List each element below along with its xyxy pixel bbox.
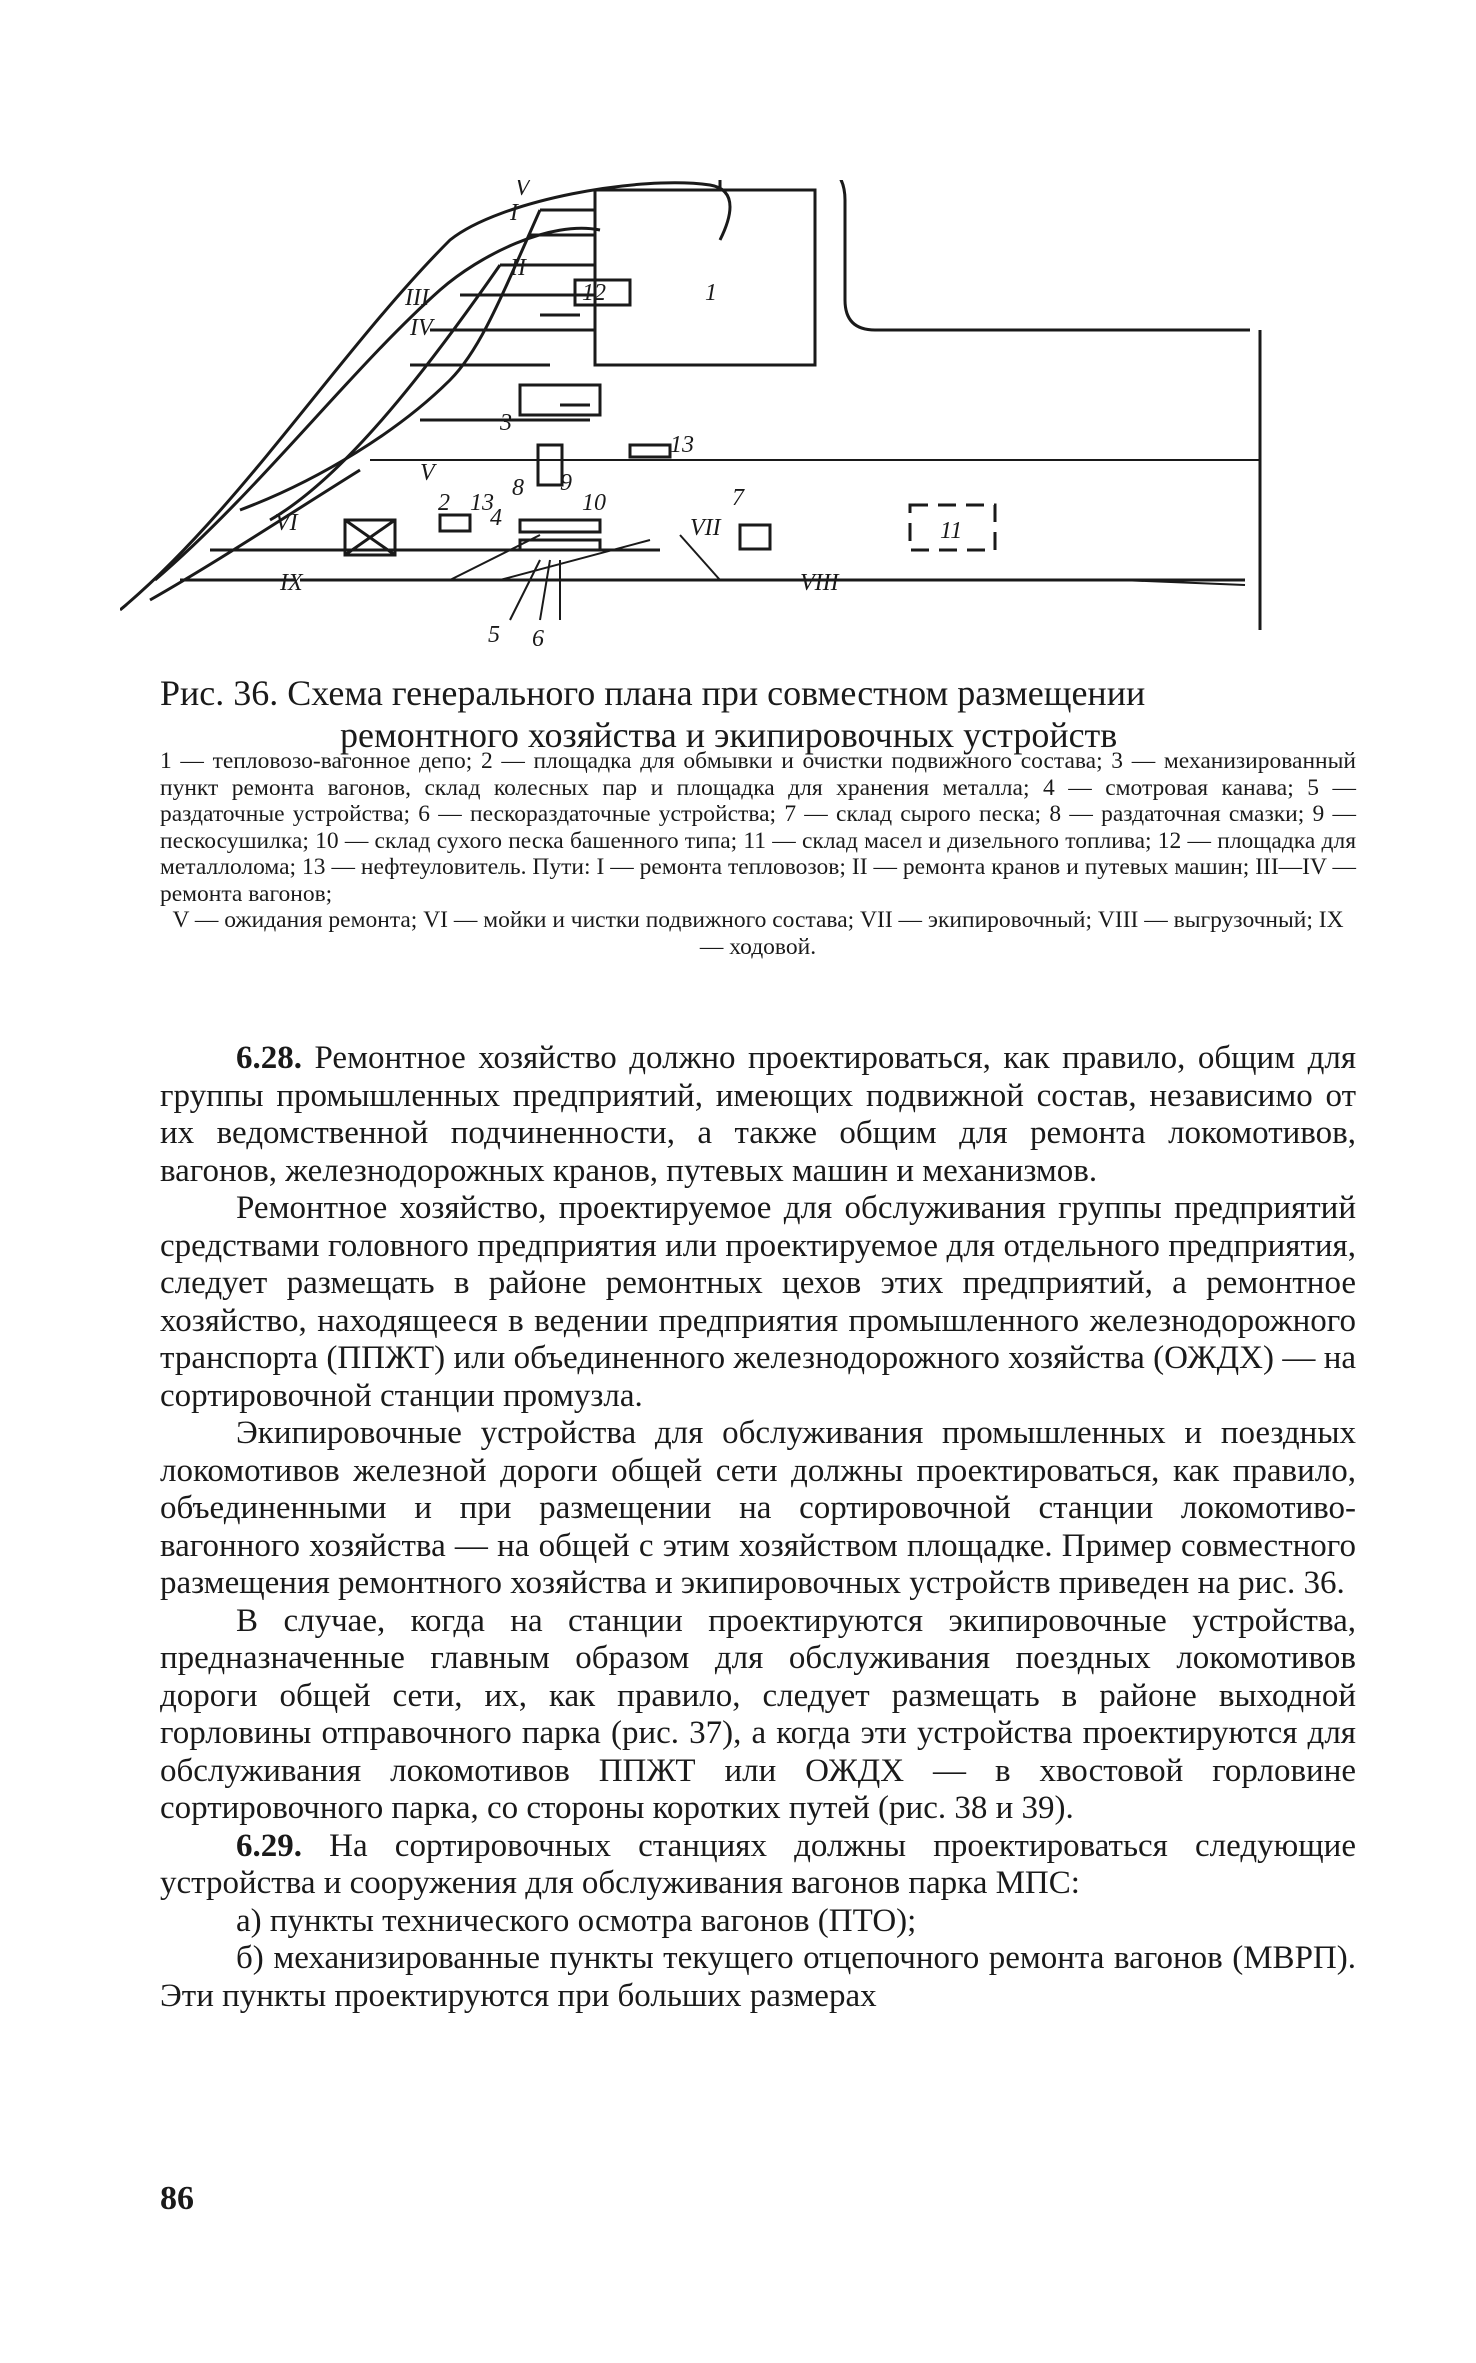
label-track-V1: V	[515, 180, 530, 201]
label-track-VI: VI	[275, 510, 298, 536]
label-track-II: II	[510, 255, 526, 281]
label-track-IV: IV	[410, 315, 433, 341]
depot-building	[595, 190, 815, 365]
label-5: 5	[488, 622, 500, 648]
label-4: 4	[490, 505, 502, 531]
site-plan-diagram	[120, 180, 1360, 660]
label-track-IX: IX	[280, 570, 303, 596]
page-number: 86	[160, 2180, 194, 2217]
label-11: 11	[940, 518, 963, 544]
caption-line-2: ремонтного хозяйства и экипировочных устройств	[340, 715, 1118, 755]
label-3: 3	[500, 410, 512, 436]
label-1: 1	[705, 280, 717, 306]
paragraph-6-28: 6.28. Ремонтное хозяйство должно проектироваться, как правило, общим для группы промышленных предприятий, имеющих подвижной состав, независимо от их ведомственной подчиненности, а также общим для ремонта локомотивов, вагонов, железнодорожных кранов, путевых машин и механизмов.	[160, 1040, 1357, 1189]
figure-36-site-plan	[120, 180, 1360, 660]
raw-sand-store	[740, 525, 770, 549]
label-6: 6	[532, 626, 544, 652]
legend-text: 1 — тепловозо-вагонное депо; 2 — площадка для обмывки и очистки подвижного состава; 3 — механизированный пункт ремонта вагонов, склад колесных пар и площадка для хранения металла; 4 — смотровая канава; 5 — раздаточные устройства; 6 — пескораздаточные устройства; 7 — склад сырого песка; 8 — раздаточная смазки; 9 — пескосушилка; 10 — склад сухого песка башенного типа; 11 — склад масел и дизельного топлива; 12 — площадка для металлолома; 13 — нефтеуловитель. Пути: I — ремонта тепловозов; II — ремонта кранов и путевых машин; III—IV — ремонта вагонов;	[160, 748, 1356, 907]
label-track-III: III	[405, 285, 429, 311]
label-7: 7	[732, 485, 744, 511]
list-item-a: а) пункты технического осмотра вагонов (ПТО);	[236, 1902, 917, 1939]
paragraph-2: Ремонтное хозяйство, проектируемое для обслуживания группы предприятий средствами головного предприятия или проектируемое для отдельного предприятия, следует размещать в районе ремонтных цехов этих предприятий, а ремонтное хозяйство, находящееся в ведении предприятия промышленного железнодорожного транспорта (ППЖТ) или объединенного железнодорожного хозяйства (ОЖДХ) — на сортировочной станции промузла.	[160, 1190, 1356, 1414]
label-10: 10	[582, 490, 606, 516]
label-track-I: I	[510, 200, 518, 226]
label-9: 9	[560, 470, 572, 496]
label-2: 2	[438, 490, 450, 516]
paragraph-3: Экипировочные устройства для обслуживания промышленных и поездных локомотивов железной дороги общей сети должны проектироваться, как правило, объединенными и при размещении на сортировочной станции локомотиво-вагонного хозяйства — на общей с этим хозяйством площадке. Пример совместного размещения ремонтного хозяйства и экипировочных устройств приведен на рис. 36.	[160, 1415, 1356, 1601]
figure-caption	[160, 672, 1360, 756]
site-boundary	[120, 183, 730, 610]
paragraph-4: В случае, когда на станции проектируются экипировочные устройства, предназначенные главным образом для обслуживания поездных локомотивов дороги общей сети, их, как правило, следует размещать в районе выходной горловины отправочного парка (рис. 37), а когда эти устройства проектируются для обслуживания локомотивов ППЖТ или ОЖДХ — в хвостовой горловине сортировочного парка, со стороны коротких путей (рис. 38 и 39).	[160, 1602, 1356, 1826]
body-text	[160, 1040, 1356, 2015]
list-item-b: б) механизированные пункты текущего отцепочного ремонта вагонов (МВРП). Эти пункты проектируются при больших размерах	[160, 1940, 1356, 2014]
label-track-VII: VII	[690, 515, 721, 541]
legend-last-line: V — ожидания ремонта; VI — мойки и чистки подвижного состава; VII — экипировочный; VIII — выгрузочный; IX — ходовой.	[172, 907, 1344, 960]
label-13b: 13	[670, 432, 694, 458]
label-13a: 13	[470, 490, 494, 516]
figure-legend	[160, 748, 1356, 960]
site-boundary-inner	[155, 228, 600, 580]
caption-line-1: Рис. 36. Схема генерального плана при совместном размещении	[160, 673, 1146, 713]
label-track-V2: V	[420, 460, 435, 486]
paragraph-6-29: 6.29. На сортировочных станциях должны проектироваться следующие устройства и сооружения для обслуживания вагонов парка МПС:	[160, 1827, 1356, 1901]
label-track-VIII: VIII	[800, 570, 839, 596]
label-8: 8	[512, 475, 524, 501]
label-12: 12	[582, 280, 606, 306]
